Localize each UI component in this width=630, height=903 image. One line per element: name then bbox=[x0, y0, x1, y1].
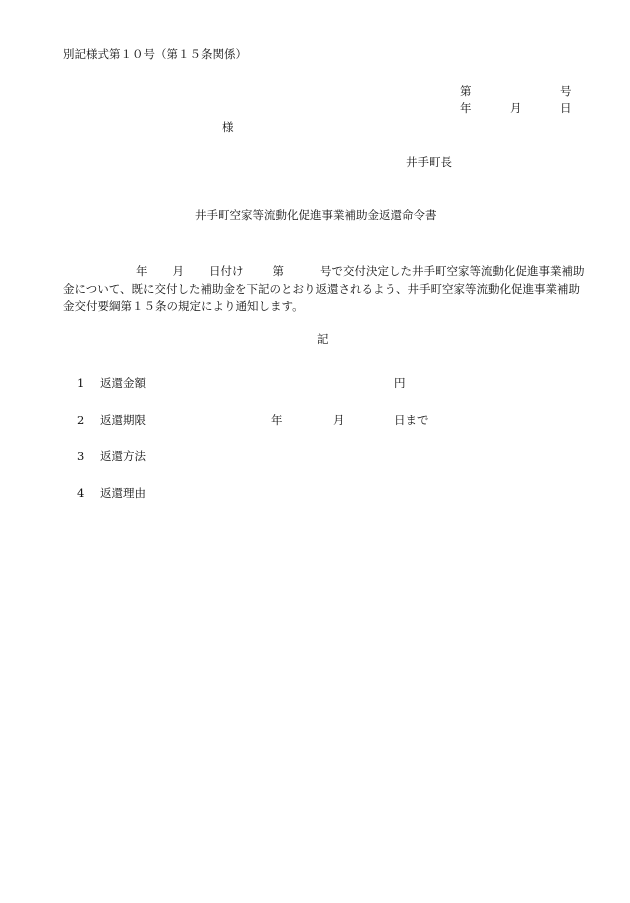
form-label: 別記様式第１０号（第１５条関係） bbox=[63, 47, 247, 61]
item-1-number: 1 bbox=[77, 376, 85, 390]
date-year: 年 bbox=[460, 101, 472, 115]
doc-number-suffix: 号 bbox=[560, 84, 572, 98]
body-year: 年 bbox=[136, 264, 148, 278]
item-2-label: 返還期限 bbox=[100, 413, 146, 427]
item-2-until: 日まで bbox=[394, 413, 429, 427]
body-month: 月 bbox=[172, 264, 184, 278]
item-2-number: 2 bbox=[77, 413, 85, 427]
item-1-unit: 円 bbox=[394, 376, 406, 390]
item-4-label: 返還理由 bbox=[100, 486, 146, 500]
body-day-of: 日付け bbox=[209, 264, 244, 278]
item-4-number: 4 bbox=[77, 486, 85, 500]
item-2-month: 月 bbox=[333, 413, 345, 427]
item-3-number: 3 bbox=[77, 449, 85, 463]
date-day: 日 bbox=[560, 101, 572, 115]
item-3-label: 返還方法 bbox=[100, 449, 146, 463]
doc-number-prefix: 第 bbox=[460, 84, 472, 98]
item-2-year: 年 bbox=[271, 413, 283, 427]
body-text: 号で交付決定した井手町空家等流動化促進事業補助金について、既に交付した補助金を下記のとおり返還されるよう、井手町空家等流動化促進事業補助金交付要綱第１５条の規定により通知します。 bbox=[63, 264, 585, 313]
item-1-label: 返還金額 bbox=[100, 376, 146, 390]
date-month: 月 bbox=[510, 101, 522, 115]
document-title: 井手町空家等流動化促進事業補助金返還命令書 bbox=[195, 208, 437, 222]
body-paragraph bbox=[63, 263, 588, 316]
addressee-suffix: 様 bbox=[222, 120, 234, 134]
issuer: 井手町長 bbox=[406, 155, 452, 169]
ki-heading: 記 bbox=[317, 332, 329, 346]
body-dai: 第 bbox=[272, 264, 284, 278]
